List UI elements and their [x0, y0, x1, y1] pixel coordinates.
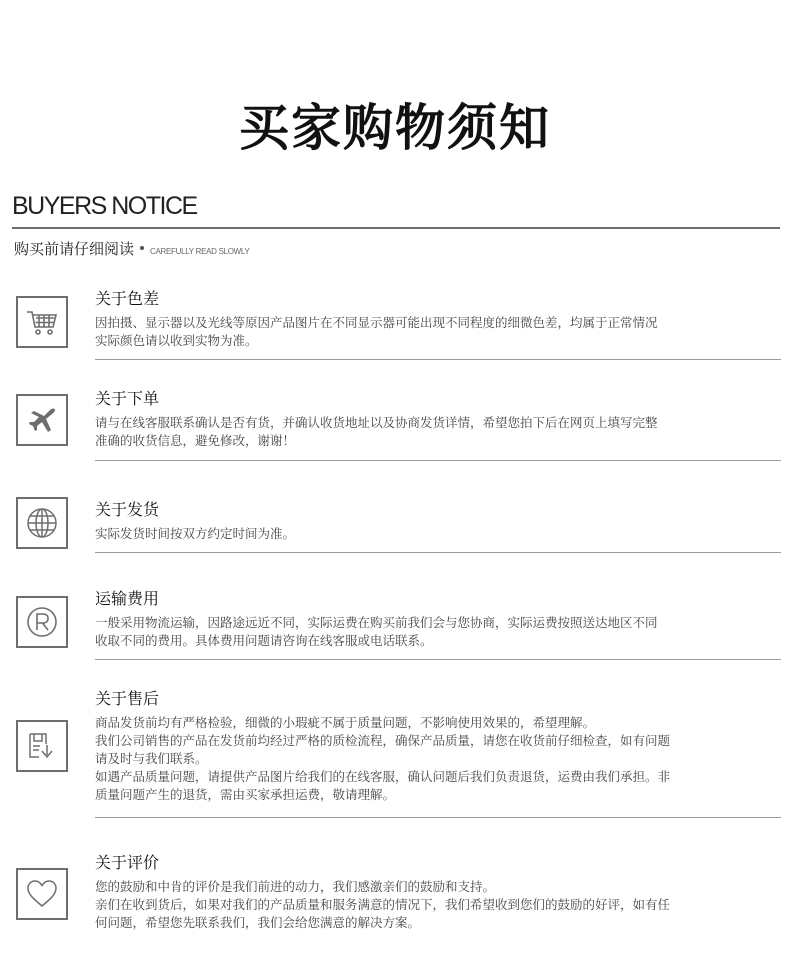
- heading-divider: [12, 227, 780, 229]
- section-body: [95, 614, 755, 650]
- body-line: 商品发货前均有严格检验，细微的小瑕疵不属于质量问题，不影响使用效果的，希望理解。: [95, 715, 596, 730]
- section-body: [95, 314, 755, 350]
- section-body: [95, 414, 755, 450]
- section-title: 关于色差: [95, 289, 160, 308]
- section-title: 运输费用: [95, 589, 160, 608]
- return-box-icon: [16, 720, 68, 772]
- shopping-cart-icon: [16, 296, 68, 348]
- english-heading: BUYERS NOTICE: [12, 192, 197, 220]
- airplane-icon: [16, 394, 68, 446]
- body-line: 如遇产品质量问题，请提供产品图片给我们的在线客服，确认问题后我们负责退货，运费由我们承担。非: [95, 769, 671, 784]
- body-line: 何问题，希望您先联系我们，我们会给您满意的解决方案。: [95, 915, 421, 930]
- bullet-dot: [140, 246, 144, 250]
- body-line: 您的鼓励和中肯的评价是我们前进的动力，我们感激亲们的鼓励和支持。: [95, 879, 496, 894]
- section-divider: [95, 817, 781, 818]
- heart-icon: [16, 868, 68, 920]
- subtitle-en: CAREFULLY READ SLOWLY: [150, 247, 250, 256]
- section-title: 关于售后: [95, 689, 160, 708]
- section-body: [95, 878, 755, 932]
- body-line: 请及时与我们联系。: [95, 751, 208, 766]
- registered-icon: [16, 596, 68, 648]
- body-line: 一般采用物流运输，因路途远近不同，实际运费在购买前我们会与您协商，实际运费按照送达地区不同: [95, 615, 658, 630]
- section-title: 关于评价: [95, 853, 160, 872]
- subtitle-cn: 购买前请仔细阅读: [14, 240, 135, 258]
- body-line: 实际发货时间按双方约定时间为准。: [95, 526, 296, 541]
- body-line: 收取不同的费用。具体费用问题请咨询在线客服或电话联系。: [95, 633, 433, 648]
- section-divider: [95, 460, 781, 461]
- body-line: 请与在线客服联系确认是否有货，并确认收货地址以及协商发货详情，希望您拍下后在网页上填写完整: [95, 415, 658, 430]
- body-line: 实际颜色请以收到实物为准。: [95, 333, 258, 348]
- body-line: 我们公司销售的产品在发货前均经过严格的质检流程，确保产品质量，请您在收货前仔细检查，如有问题: [95, 733, 671, 748]
- body-line: 准确的收货信息，避免修改，谢谢！: [95, 433, 296, 448]
- section-body: [95, 525, 755, 543]
- body-line: 亲们在收到货后，如果对我们的产品质量和服务满意的情况下，我们希望收到您们的鼓励的好评，如有任: [95, 897, 671, 912]
- section-divider: [95, 359, 781, 360]
- section-title: 关于发货: [95, 500, 160, 519]
- page-title: 买家购物须知: [239, 99, 551, 157]
- subtitle: [14, 238, 250, 259]
- body-line: 质量问题产生的退货，需由买家承担运费，敬请理解。: [95, 787, 396, 802]
- section-divider: [95, 552, 781, 553]
- section-body: [95, 714, 755, 804]
- globe-icon: [16, 497, 68, 549]
- body-line: 因拍摄、显示器以及光线等原因产品图片在不同显示器可能出现不同程度的细微色差，均属于正常情况: [95, 315, 658, 330]
- section-divider: [95, 659, 781, 660]
- section-title: 关于下单: [95, 389, 160, 408]
